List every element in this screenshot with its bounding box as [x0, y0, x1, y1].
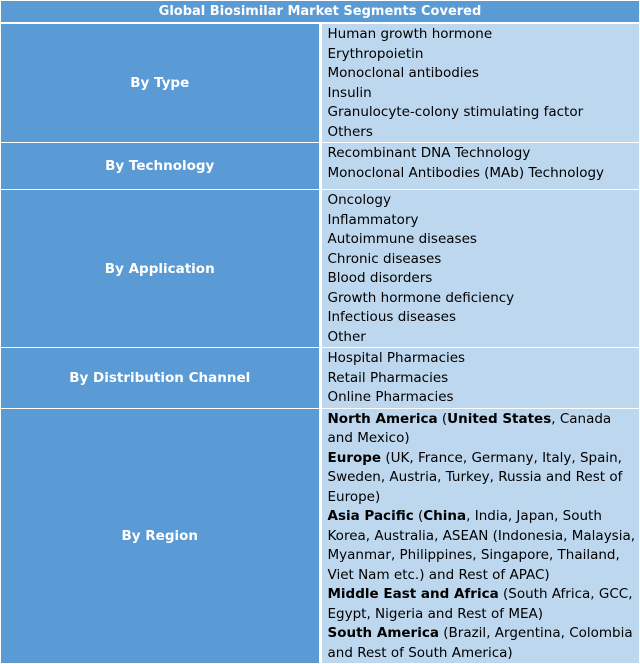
segment-items-type — [320, 23, 640, 143]
region-item — [328, 585, 640, 624]
segment-label-technology: By Technology — [1, 143, 321, 190]
region-name: South America — [327, 625, 439, 641]
list-item: Chronic diseases — [327, 250, 442, 267]
list-item: Erythropoietin — [327, 45, 424, 62]
list-item: Monoclonal antibodies — [327, 65, 479, 81]
region-item — [328, 410, 640, 449]
list-item: Granulocyte-colony stimulating factor — [327, 104, 584, 120]
segment-label-region: By Region — [1, 408, 321, 664]
list-item: Blood disorders — [327, 270, 433, 286]
list-item: Recombinant DNA Technology — [327, 145, 531, 161]
region-countries: South Africa, GCC, Egypt, Nigeria and Rest of MEA) — [327, 586, 633, 622]
segment-items-technology — [320, 143, 640, 190]
region-open: ( — [437, 410, 448, 427]
region-name: Middle East and Africa — [327, 586, 499, 602]
region-name: North America — [327, 410, 438, 427]
list-item: Oncology — [327, 192, 391, 208]
list-item: Retail Pharmacies — [327, 369, 449, 386]
region-name: Europe — [327, 449, 382, 466]
segment-label-type: By Type — [1, 23, 321, 143]
list-item: Growth hormone deficiency — [327, 289, 515, 306]
segment-list-distribution — [328, 349, 640, 408]
table-title: Global Biosimilar Market Segments Covered — [1, 1, 640, 24]
region-item — [328, 507, 640, 585]
segment-row-technology — [1, 143, 640, 190]
segment-list-technology — [328, 144, 640, 183]
region-open: ( — [438, 625, 449, 641]
region-item — [328, 449, 640, 508]
list-item: Others — [327, 123, 373, 140]
region-countries: Brazil, Argentina, Colombia and Rest of South America) — [327, 625, 633, 661]
region-countries: , India, Japan, South Korea, Australia, ASEAN (Indonesia, Malaysia, Myanmar, Philippines, Singapore, Thailand, Viet Nam etc.) and Rest of APAC) — [327, 508, 636, 583]
segment-row-type — [1, 23, 640, 143]
region-open: ( — [498, 586, 509, 602]
list-item: Hospital Pharmacies — [327, 350, 466, 366]
segment-label-distribution: By Distribution Channel — [1, 348, 321, 409]
segment-items-region — [320, 408, 640, 664]
region-lead-country: United States — [447, 410, 552, 427]
region-countries: UK, France, Germany, Italy, Spain, Sweden, Austria, Turkey, Russia and Rest of Europe) — [327, 449, 623, 505]
list-item: Monoclonal Antibodies (MAb) Technology — [327, 164, 605, 181]
segment-row-distribution — [1, 348, 640, 409]
segment-row-region — [1, 408, 640, 664]
segment-list-region — [328, 410, 640, 664]
list-item: Inflammatory — [327, 211, 419, 228]
region-item — [328, 624, 640, 663]
list-item: Other — [327, 328, 366, 345]
region-countries: , Canada and Mexico) — [327, 410, 612, 446]
segment-row-application — [1, 190, 640, 348]
segment-list-application — [328, 191, 640, 347]
region-name: Asia Pacific — [327, 508, 414, 524]
list-item: Online Pharmacies — [327, 389, 454, 405]
list-item: Human growth hormone — [327, 26, 493, 42]
segment-items-application — [320, 190, 640, 348]
list-item: Infectious diseases — [327, 309, 457, 325]
segment-label-application: By Application — [1, 190, 321, 348]
region-open: ( — [381, 449, 391, 466]
segment-items-distribution — [320, 348, 640, 409]
title-row — [1, 1, 640, 24]
region-open: ( — [413, 508, 424, 524]
region-lead-country: China — [423, 508, 467, 524]
segment-list-type — [328, 25, 640, 142]
list-item: Insulin — [327, 84, 372, 101]
list-item: Autoimmune diseases — [327, 231, 477, 247]
